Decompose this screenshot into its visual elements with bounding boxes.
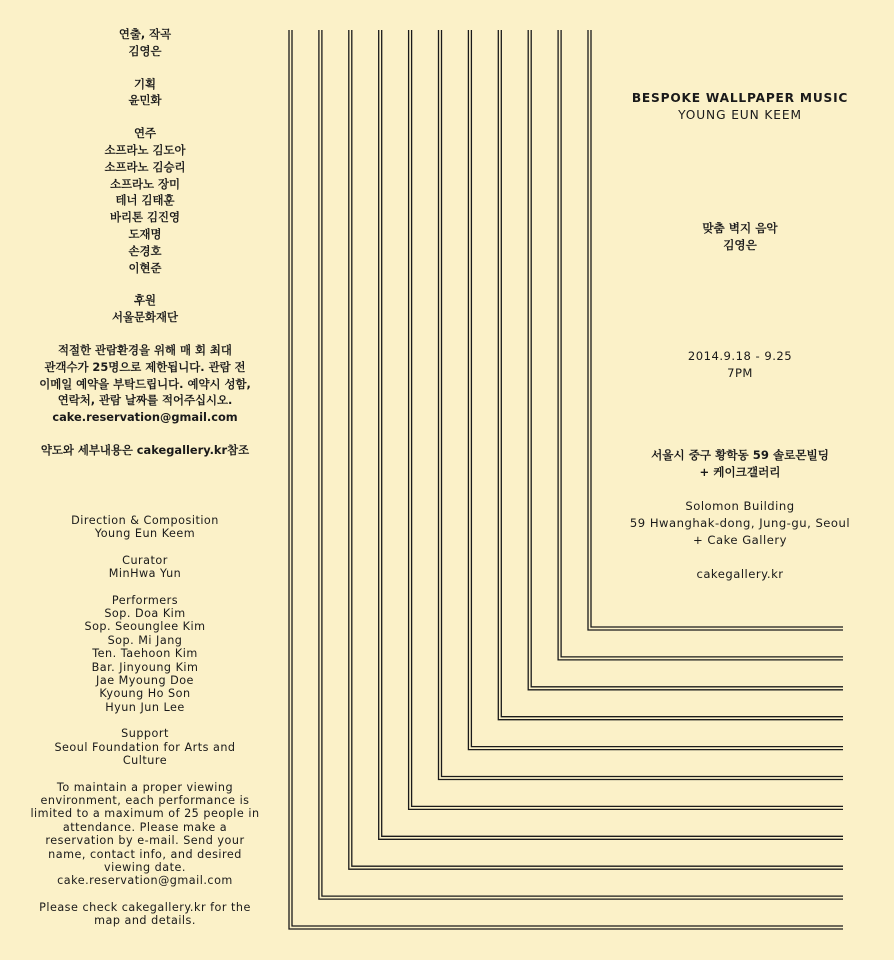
corner-line	[382, 30, 843, 836]
credit-name: 이현준	[128, 260, 162, 275]
credit-role: Performers	[111, 593, 179, 607]
credit-role: 후원	[133, 293, 156, 308]
korean-map-note: 약도와 세부내용은 cakegallery.kr참조	[40, 442, 250, 457]
credit-name: Seoul Foundation for Arts and	[54, 740, 236, 754]
map-note-line: Please check cakegallery.kr for the	[39, 900, 251, 914]
credit-name: Young Eun Keem	[94, 527, 196, 541]
notice-line: cake.reservation@gmail.com	[57, 874, 233, 888]
map-note-line: map and details.	[94, 914, 196, 928]
credit-name: 도재명	[128, 226, 162, 241]
credit-name: 바리톤 김진영	[110, 210, 180, 225]
credit-name: MinHwa Yun	[108, 567, 182, 581]
notice-line: viewing date.	[104, 860, 186, 874]
credit-role: Support	[121, 727, 169, 741]
website-link[interactable]: cakegallery.kr	[696, 567, 784, 581]
notice-line: 연락처, 관람 날짜를 적어주십시오.	[57, 393, 233, 408]
venue-korean-line: + 케이크갤러리	[699, 465, 781, 479]
corner-line	[471, 30, 843, 747]
credit-role: Curator	[122, 553, 168, 567]
credit-name: 서울문화재단	[111, 310, 179, 325]
credit-name: Hyun Jun Lee	[105, 700, 185, 714]
corner-line	[409, 30, 843, 809]
notice-line: 이메일 예약을 부탁드립니다. 예약시 성함,	[39, 376, 251, 391]
notice-line: limited to a maximum of 25 people in	[30, 807, 260, 821]
credit-name: 테너 김태훈	[115, 193, 175, 208]
corner-line	[379, 30, 843, 839]
notice-line: To maintain a proper viewing	[56, 780, 234, 794]
credit-name: Sop. Doa Kim	[104, 607, 186, 621]
credit-name: Culture	[122, 754, 168, 768]
credit-name: Jae Myoung Doe	[96, 674, 194, 688]
corner-line	[561, 30, 843, 657]
venue-english-line: 59 Hwanghak-dong, Jung-gu, Seoul	[629, 516, 851, 530]
corner-line	[439, 30, 844, 780]
credit-role: Direction & Composition	[71, 514, 219, 527]
notice-line: environment, each performance is	[40, 793, 250, 807]
credit-name: 손경호	[128, 243, 162, 258]
credit-role: 연주	[133, 126, 156, 141]
credit-name: 소프라노 김승리	[104, 159, 186, 174]
credit-name: 소프라노 김도아	[104, 142, 186, 157]
event-title: BESPOKE WALLPAPER MUSIC	[631, 91, 849, 105]
event-dates: 2014.9.18 - 9.25	[687, 349, 793, 363]
notice-line: attendance. Please make a	[62, 820, 228, 834]
credit-name: 소프라노 장미	[110, 176, 180, 191]
notice-line: cake.reservation@gmail.com	[52, 410, 238, 425]
credit-name: 김영은	[128, 43, 162, 58]
credit-name: Bar. Jinyoung Kim	[91, 660, 199, 674]
corner-line	[468, 30, 843, 750]
notice-line: name, contact info, and desired	[48, 847, 242, 861]
credit-name: Kyoung Ho Son	[99, 687, 191, 701]
event-time: 7PM	[727, 366, 753, 380]
venue-english-line: Solomon Building	[685, 499, 795, 513]
credit-name: Ten. Taehoon Kim	[92, 647, 198, 661]
credit-name: Sop. Mi Jang	[107, 633, 183, 647]
event-artist: YOUNG EUN KEEM	[678, 108, 802, 122]
credit-role: 연출, 작곡	[118, 27, 172, 41]
venue-english-line: + Cake Gallery	[692, 533, 787, 547]
notice-line: reservation by e-mail. Send your	[45, 834, 245, 848]
credit-role: 기획	[133, 76, 156, 91]
venue-korean-line: 서울시 중구 황학동 59 솔로몬빌딩	[651, 448, 829, 462]
credit-name: 윤민화	[128, 93, 162, 108]
credit-name: Sop. Seounglee Kim	[84, 620, 206, 634]
notice-line: 적절한 관람환경을 위해 매 회 최대	[58, 342, 232, 357]
notice-line: 관객수가 25명으로 제한됩니다. 관람 전	[44, 359, 246, 374]
event-title-korean: 맞춤 벽지 음악	[702, 221, 778, 235]
event-artist-korean: 김영은	[723, 238, 757, 252]
